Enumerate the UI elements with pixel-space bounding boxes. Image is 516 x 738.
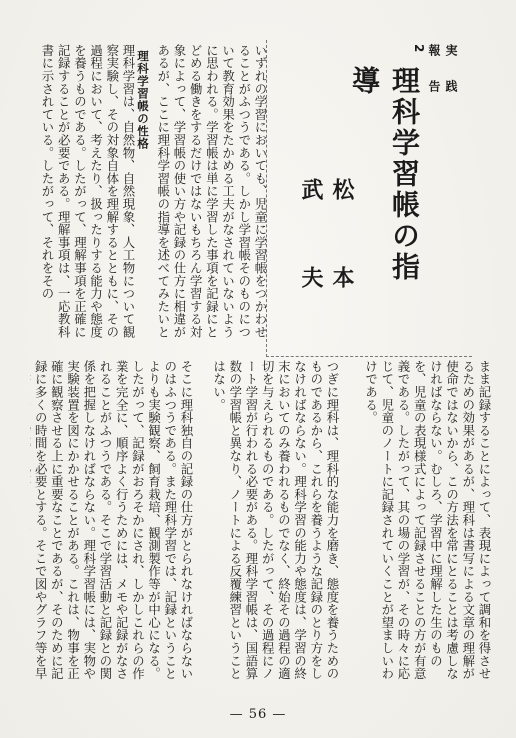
author-name: 松 本 武 夫: [298, 178, 355, 354]
lower-middle-text: つぎに理科は、理科的な能力を磨き、態度を養うためのものであるから、これらを養うような記録のとり方をしなければならない。理科学習の能力や態度は、学習の終末においてのみ養われるものでなく、終始その過程の適切を与えられるものである。したがって、その過程にノート学習が行われる必要がある。理科学習帳は、国語算数の学習帳と異なり、ノートによる反覆練習ということはない。: [211, 360, 340, 680]
report-label: 実 践 報 告 2: [412, 44, 458, 116]
section-heading: 理科学習帳の性格: [136, 50, 150, 150]
lower-right-text: まま記録することによって、表現によって調和を得させるための効果があるが、理科は書写による文章の理解が使命ではないから、この方法を常にとることは考慮しなければならない。むしろ、学習中に理解した生のものを、児童の表現様式によって記録させることの方が有意義である。したがって、其の場の学習が、その時々に応じて、児童のノートに記録されていくことが望ましいわけである。: [363, 360, 492, 680]
intro-text: いずれの学習においても、児童に学習帳をつかわせることがふつうである。しかし学習帳そのものについて教育効果をたかめる工夫がなされていないように思われる。学習帳は単に学習した事項を記録にとどめる働きをするだけではないもちろん学習する対象によって、学習帳の使い方や記録の仕方に相違があるが、ここに理科学習帳の指導を述べてみたいと: [156, 44, 268, 339]
upper-body-text: 理科学習は、自然物、自然現象、人工物について観察実験し、その対象自体を理解するとともに、その過程において、考えたり、扱ったりする能力や態度を養うものである。したがって、理解事項を正確に記録することが必要である。理解事項は、一応教科書に示されている。したがって、それをその: [39, 44, 136, 339]
article-title: 理科学習帳の指導: [348, 66, 421, 283]
lower-left-text: そこに理科独自の記録の仕方がとられなければならないのはふつうである。また理科学習では、記録ということよりも実験観察、飼育栽培、観測製作等が中心になる。したがって、記録がおろそかにされ、しかしこれらの作業を完全に、順序よく行うためには、メモや記録がなされることがふつうである。そこで学習活動と記録との関係を把握しなければならない。理科学習帳には、実物や実験装置を図にかかせることがある。これは、物事を正確に観察させる上に重要なことであるが、そのために記録に多くの時間を必要とする。そこで図やグラフ等を早: [33, 360, 194, 680]
page-number: — 56 —: [229, 707, 287, 722]
